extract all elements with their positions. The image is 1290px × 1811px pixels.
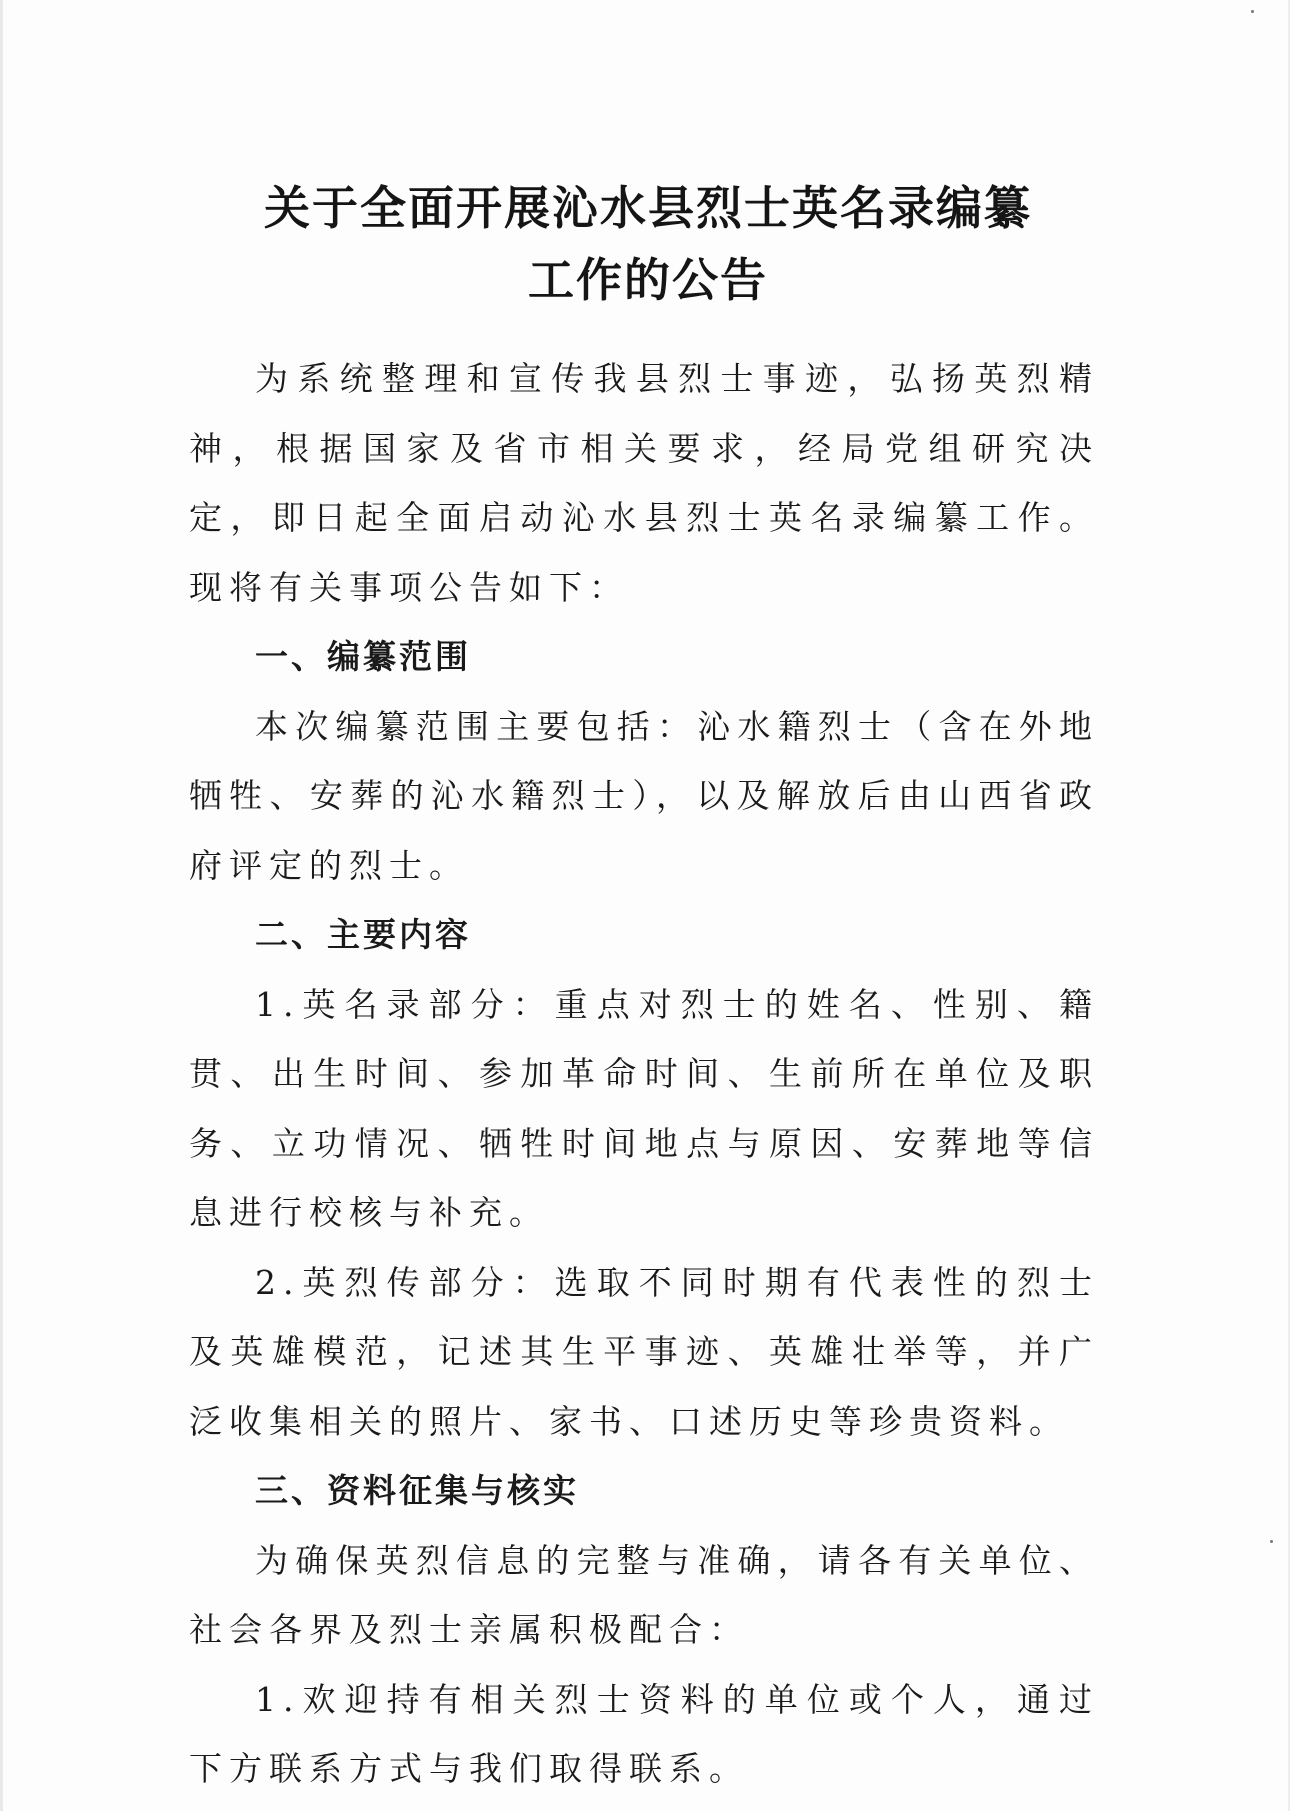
document-body <box>189 344 1099 1804</box>
paragraph-collection-intro: 为确保英烈信息的完整与准确，请各有关单位、社会各界及烈士亲属积极配合： <box>189 1540 1099 1649</box>
paragraph-intro: 为系统整理和宣传我县烈士事迹，弘扬英烈精神，根据国家及省市相关要求，经局党组研究决定，即日起全面启动沁水县烈士英名录编纂工作。现将有关事项公告如下： <box>189 359 1099 607</box>
paragraph-content-biographies: 2.英烈传部分：选取不同时期有代表性的烈士及英雄模范，记述其生平事迹、英雄壮举等，并广泛收集相关的照片、家书、口述历史等珍贵资料。 <box>189 1262 1099 1441</box>
scan-speck <box>1270 1540 1273 1543</box>
document-title-line2: 工作的公告 <box>528 253 768 307</box>
document-title-line1: 关于全面开展沁水县烈士英名录编纂 <box>264 181 1032 235</box>
paragraph-scope: 本次编纂范围主要包括：沁水籍烈士（含在外地牺牲、安葬的沁水籍烈士），以及解放后由山西省政府评定的烈士。 <box>189 706 1099 885</box>
section-heading-collection: 三、资料征集与核实 <box>255 1471 579 1510</box>
section-heading-scope: 一、编纂范围 <box>255 637 471 676</box>
scan-speck <box>1251 10 1254 13</box>
paragraph-content-roster: 1.英名录部分：重点对烈士的姓名、性别、籍贯、出生时间、参加革命时间、生前所在单位及职务、立功情况、牺牲时间地点与原因、安葬地等信息进行校核与补充。 <box>189 984 1099 1232</box>
section-heading-content: 二、主要内容 <box>255 915 471 954</box>
paragraph-collection-item1: 1.欢迎持有相关烈士资料的单位或个人，通过下方联系方式与我们取得联系。 <box>189 1679 1099 1788</box>
